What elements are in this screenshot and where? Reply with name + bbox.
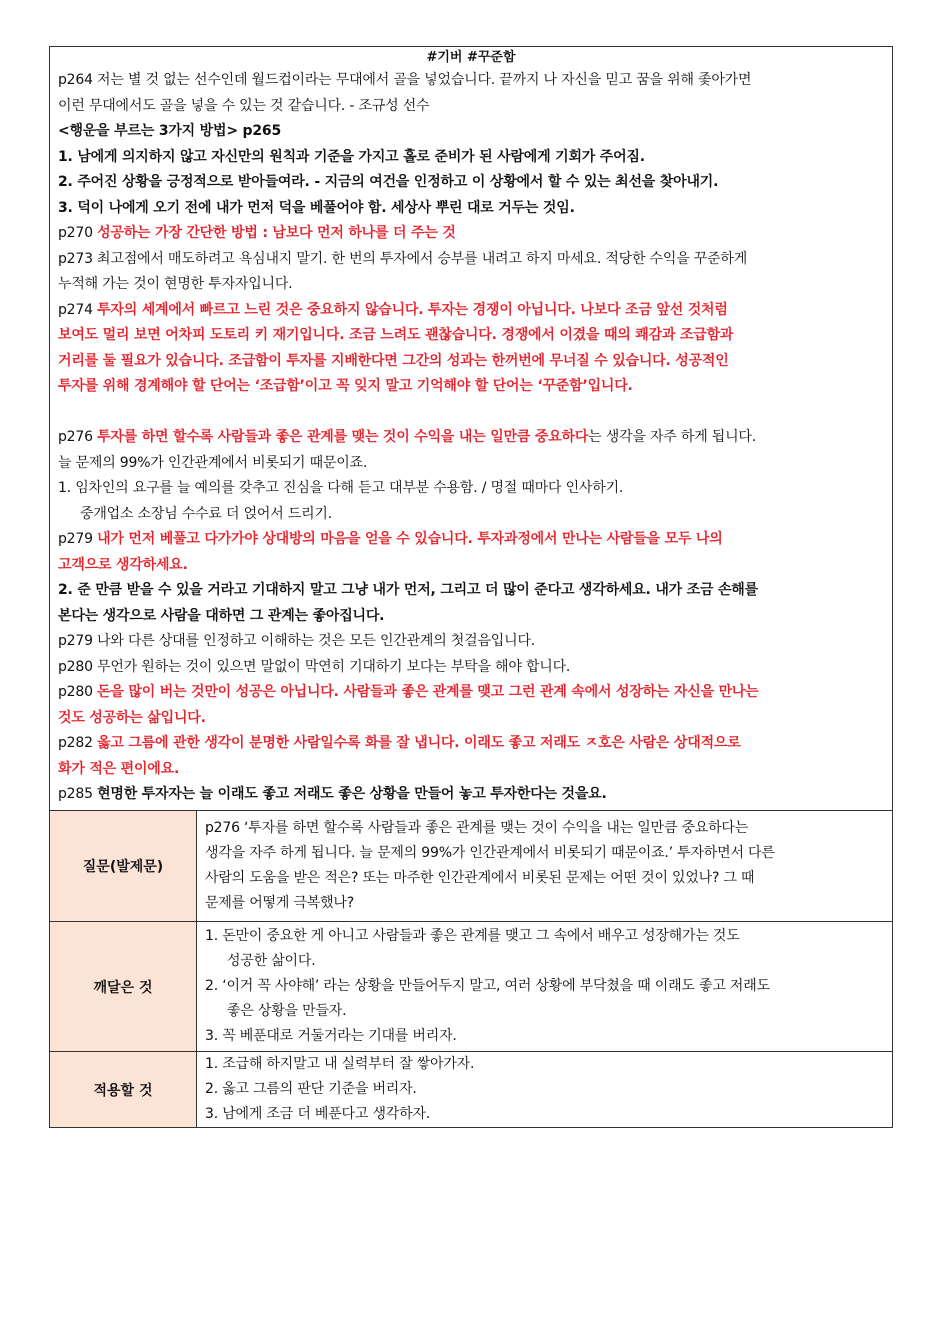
note-line xyxy=(58,425,884,451)
highlight-line: 고객으로 생각하세요. xyxy=(58,556,188,573)
highlight-line: 보여도 멀리 보면 어차피 도토리 키 재기입니다. 조금 느려도 괜찮습니다. 경쟁에서 이겼을 때의 쾌감과 조급함과 xyxy=(58,327,734,343)
list-item-continued: 중개업소 소장님 수수료 더 얹어서 드리기. xyxy=(80,505,333,522)
content-line: 3. 꼭 베푼대로 거둘거라는 기대를 버리자. xyxy=(205,1028,457,1044)
note-line xyxy=(58,782,884,808)
list-item-continued: 본다는 생각으로 사람을 대하면 그 관계는 좋아집니다. xyxy=(58,607,385,624)
page-ref: p276 xyxy=(58,429,98,445)
question-content xyxy=(197,811,893,922)
highlight-text: 내가 먼저 베풀고 다가가야 상대방의 마음을 얻을 수 있습니다. 투자과정에서 만나는 사람들을 모두 나의 xyxy=(97,531,723,547)
page-ref: p285 xyxy=(58,786,98,802)
page-ref: p274 xyxy=(58,301,98,318)
content-line: 2. 옳고 그름의 판단 기준을 버리자. xyxy=(205,1081,417,1097)
table-row xyxy=(50,1052,892,1128)
note-line xyxy=(58,527,884,553)
note-line xyxy=(58,731,884,757)
note-line: p273 최고점에서 매도하려고 욕심내지 말기. 한 번의 투자에서 승부를 내려고 하지 마세요. 적당한 수익을 꾸준하게 xyxy=(58,250,748,267)
note-line: p279 나와 다른 상대를 인정하고 이해하는 것은 모든 인간관계의 첫걸음입니다. xyxy=(58,633,536,649)
page-ref: p270 xyxy=(58,225,98,241)
reading-note-sheet xyxy=(49,46,893,1128)
highlight-text: 투자를 하면 할수록 사람들과 좋은 관계를 맺는 것이 수익을 내는 일만큼 중요하다 xyxy=(97,429,589,445)
highlight-text: 투자의 세계에서 빠르고 느린 것은 중요하지 않습니다. 투자는 경쟁이 아닙니다. 나보다 조금 앞선 것처럼 xyxy=(97,301,728,318)
list-item: 3. 덕이 나에게 오기 전에 내가 먼저 덕을 베풀어야 함. 세상사 뿌린 대로 거두는 것임. xyxy=(58,199,575,216)
note-line xyxy=(58,221,884,247)
apply-content xyxy=(197,1052,893,1128)
content-line: 2. ‘이거 꼭 사야해’ 라는 상황을 만들어두지 말고, 여러 상황에 부닥쳤을 때 이래도 좋고 저래도 xyxy=(205,978,770,994)
note-line: p280 무언가 원하는 것이 있으면 말없이 막연히 기대하기 보다는 부탁을 해야 합니다. xyxy=(58,658,571,675)
bold-text: 현명한 투자자는 늘 이래도 좋고 저래도 좋은 상황을 만들어 놓고 투자한다는 것을요. xyxy=(97,786,607,802)
apply-label: 적용할 것 xyxy=(50,1052,197,1128)
content-line: 문제를 어떻게 극복했나? xyxy=(205,894,354,911)
highlight-text: 돈을 많이 버는 것만이 성공은 아닙니다. 사람들과 좋은 관계를 맺고 그런 관계 속에서 성장하는 자신을 만나는 xyxy=(97,684,759,700)
highlight-line: 것도 성공하는 삶입니다. xyxy=(58,709,206,726)
question-label: 질문(발제문) xyxy=(50,811,197,922)
realized-content xyxy=(197,922,893,1052)
list-item: 2. 준 만큼 받을 수 있을 거라고 기대하지 말고 그냥 내가 먼저, 그리고 더 많이 준다고 생각하세요. 내가 조금 손해를 xyxy=(58,582,758,598)
list-item: 1. 남에게 의지하지 않고 자신만의 원칙과 기준을 가지고 홀로 준비가 된 사람에게 기회가 주어짐. xyxy=(58,148,645,165)
realized-label: 깨달은 것 xyxy=(50,922,197,1052)
note-line: 누적해 가는 것이 현명한 투자자입니다. xyxy=(58,276,293,292)
highlight-line: 거리를 둘 필요가 있습니다. 조급함이 투자를 지배한다면 그간의 성과는 한꺼번에 무너질 수 있습니다. 성공적인 xyxy=(58,352,729,369)
quote-line: p264 저는 별 것 없는 선수인데 월드컵이라는 무대에서 골을 넣었습니다. 끝까지 나 자신을 믿고 꿈을 위해 좇아가면 xyxy=(58,72,752,88)
content-line: 사람의 도움을 받은 적은? 또는 마주한 인간관계에서 비롯된 문제는 어떤 것이 있었나? 그 때 xyxy=(205,869,755,886)
highlight-text: 옳고 그름에 관한 생각이 분명한 사람일수록 화를 잘 냅니다. 이래도 좋고 저래도 ㅈ호은 사람은 상대적으로 xyxy=(97,735,741,751)
plain-text: 는 생각을 자주 하게 됩니다. xyxy=(588,429,756,445)
section-heading: <행운을 부르는 3가지 방법> p265 xyxy=(58,123,281,139)
table-row xyxy=(50,922,892,1052)
highlight-line: 화가 적은 편이에요. xyxy=(58,760,180,777)
list-item: 1. 임차인의 요구를 늘 예의를 갖추고 진심을 다해 듣고 대부분 수용함. / 명절 때마다 인사하기. xyxy=(58,480,624,496)
table-row xyxy=(50,811,892,922)
note-line xyxy=(58,680,884,706)
content-line: 생각을 자주 하게 됩니다. 늘 문제의 99%가 인간관계에서 비롯되기 때문이죠.’ 투자하면서 다른 xyxy=(205,844,775,861)
content-line: p276 ‘투자를 하면 할수록 사람들과 좋은 관계를 맺는 것이 수익을 내는 일만큼 중요하다는 xyxy=(205,819,749,836)
reflection-table xyxy=(50,811,892,1128)
notes-section xyxy=(50,47,892,811)
page-ref: p279 xyxy=(58,531,98,547)
list-item: 2. 주어진 상황을 긍정적으로 받아들여라. - 지금의 여건을 인정하고 이 상황에서 할 수 있는 최선을 찾아내기. xyxy=(58,174,719,190)
highlight-text: 성공하는 가장 간단한 방법 : 남보다 먼저 하나를 더 주는 것 xyxy=(97,225,456,241)
content-line: 좋은 상황을 만들자. xyxy=(227,1003,347,1019)
page-ref: p282 xyxy=(58,735,98,751)
blank-line xyxy=(58,400,884,426)
quote-line: 이런 무대에서도 골을 넣을 수 있는 것 같습니다. - 조규성 선수 xyxy=(58,97,430,114)
highlight-line: 투자를 위해 경계해야 할 단어는 ‘조급함’이고 꼭 잊지 말고 기억해야 할 단어는 ‘꾸준함’입니다. xyxy=(58,378,633,394)
content-line: 1. 돈만이 중요한 게 아니고 사람들과 좋은 관계를 맺고 그 속에서 배우고 성장해가는 것도 xyxy=(205,928,740,944)
content-line: 1. 조급해 하지말고 내 실력부터 잘 쌓아가자. xyxy=(205,1056,475,1072)
note-line xyxy=(58,298,884,324)
note-line: 늘 문제의 99%가 인간관계에서 비롯되기 때문이죠. xyxy=(58,454,368,471)
content-line: 3. 남에게 조금 더 베푼다고 생각하자. xyxy=(205,1106,430,1122)
page-ref: p280 xyxy=(58,684,98,700)
content-line: 성공한 삶이다. xyxy=(227,953,316,969)
hashtag-header: #기버 #꾸준함 xyxy=(426,50,516,65)
